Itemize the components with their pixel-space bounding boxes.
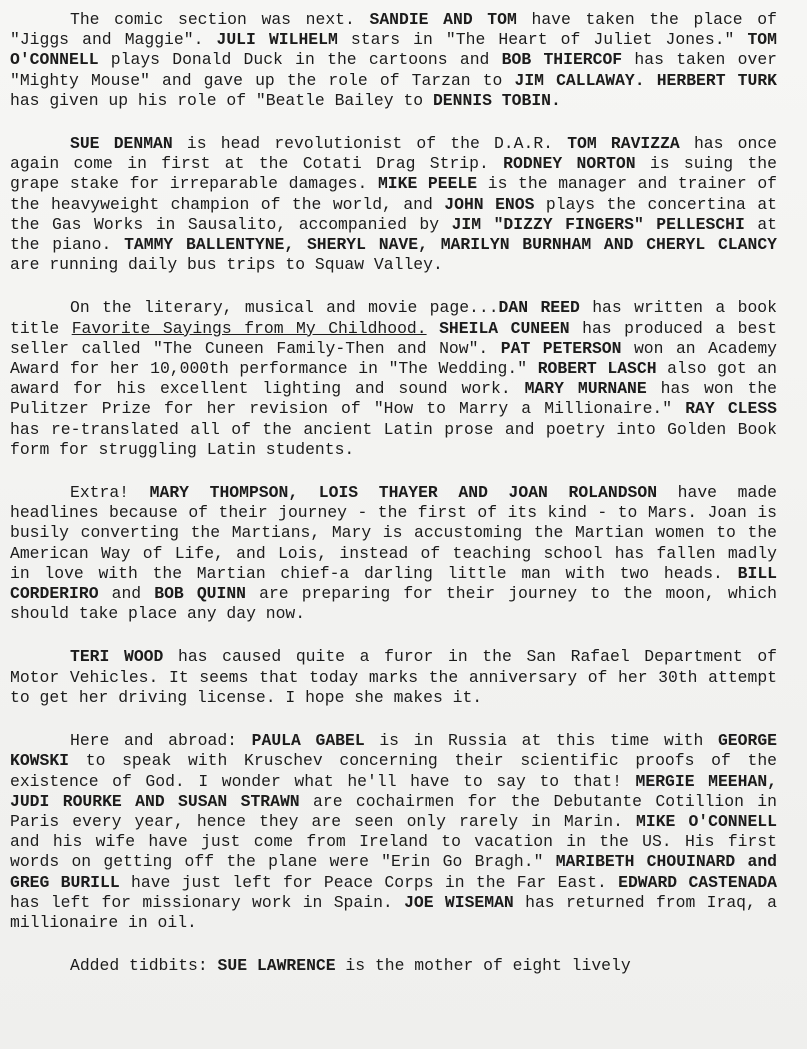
bold-name: ROBERT LASCH (537, 359, 657, 379)
text-run: have just left for Peace Corps in the Far East. (119, 872, 619, 892)
text-run: is head revolutionist of the D.A.R. (172, 134, 568, 154)
bold-name: DAN REED (498, 298, 580, 318)
text-run: to speak with Kruschev concerning their scientific proofs of the existence of God. I wonder what he'll have to say to that! (10, 751, 777, 791)
document-body (10, 10, 777, 976)
text-run: has given up his role of "Beatle Bailey to (10, 90, 433, 110)
paragraph (10, 298, 777, 460)
bold-name: SUE LAWRENCE (217, 956, 336, 976)
text-run: is the mother of eight lively (335, 956, 631, 976)
text-run: Here and abroad: (70, 731, 252, 751)
text-run: has caused quite a furor in the San Rafael Department of Motor Vehicles. It seems that today marks the anniversary of her 30th attempt to get her driving license. I hope she makes it. (10, 647, 777, 707)
bold-name: JOHN ENOS (444, 194, 535, 214)
bold-name: PAULA GABEL (251, 731, 365, 751)
paragraph-indent (10, 134, 70, 153)
paragraph-indent (10, 956, 70, 975)
text-run: Added tidbits: (70, 956, 218, 976)
bold-name: MARIBETH CHOUINARD and GREG BURILL (10, 852, 777, 892)
bold-name: JULI WILHELM (216, 30, 338, 50)
paragraph-indent (10, 483, 70, 502)
text-run: have taken the place of "Jiggs and Maggie". (10, 10, 777, 50)
text-run: has left for missionary work in Spain. (10, 892, 405, 912)
paragraph-indent (10, 10, 70, 29)
text-run: has once again come in first at the Cotati Drag Strip. (10, 134, 777, 174)
text-run: is in Russia at this time with (364, 731, 718, 751)
bold-name: SHEILA CUNEEN (439, 318, 570, 338)
bold-name: RAY CLESS (685, 399, 778, 419)
bold-name: HERBERT TURK (656, 70, 777, 90)
bold-name: MIKE PEELE (377, 174, 478, 194)
bold-name: MARY MURNANE (524, 379, 647, 399)
text-run: and (98, 584, 155, 604)
text-run: also got an award for his excellent lighting and sound work. (10, 359, 777, 399)
text-run: and his wife have just come from Ireland to vacation in the US. His first words on getting off the plane were "Erin Go Bragh." (10, 832, 777, 872)
paragraph-indent (10, 298, 70, 317)
text-run: has re-translated all of the ancient Latin prose and poetry into Golden Book form for struggling Latin students. (10, 419, 777, 459)
text-run: The comic section was next. (70, 10, 370, 29)
text-run: plays the concertina at the Gas Works in Sausalito, accompanied by (10, 194, 777, 234)
bold-name: TERI WOOD (70, 647, 164, 667)
bold-name: BOB THIERCOF (501, 50, 623, 70)
bold-name: TOM O'CONNELL (10, 30, 777, 70)
bold-name: JIM CALLAWAY. (514, 70, 645, 90)
text-run: is suing the grape stake for irreparable damages. (10, 154, 777, 194)
bold-name: RODNEY NORTON (503, 154, 636, 174)
bold-name: MERGIE MEEHAN, JUDI ROURKE AND SUSAN STRAWN (10, 771, 777, 811)
bold-name: PAT PETERSON (500, 338, 622, 358)
bold-name: TOM RAVIZZA (567, 134, 680, 154)
bold-name: SUE DENMAN (70, 134, 173, 154)
text-run: at the piano. (10, 214, 777, 255)
paragraph-indent (10, 647, 70, 666)
text-run: has produced a best seller called "The Cuneen Family-Then and Now". (10, 318, 777, 358)
bold-name: BILL CORDERIRO (10, 563, 777, 604)
text-run: are running daily bus trips to Squaw Valley. (10, 255, 443, 275)
text-run: are preparing for their journey to the moon, which should take place any day now. (10, 584, 777, 624)
paragraph (10, 647, 777, 708)
text-run: has returned from Iraq, a millionaire in oil. (10, 892, 777, 932)
paragraph (10, 956, 777, 976)
paragraph (10, 10, 777, 111)
text-run: has taken over "Mighty Mouse" and gave up the role of Tarzan to (10, 50, 777, 90)
bold-name: TAMMY BALLENTYNE, SHERYL NAVE, MARILYN BURNHAM AND CHERYL CLANCY (124, 235, 777, 255)
underlined-title: Favorite Sayings from My Childhood. (71, 318, 427, 338)
text-run: On the literary, musical and movie page... (70, 298, 499, 318)
bold-name: SANDIE AND TOM (369, 10, 517, 29)
text-run: plays Donald Duck in the cartoons and (98, 50, 502, 70)
bold-name: EDWARD CASTENADA (618, 872, 777, 892)
paragraph-indent (10, 731, 70, 750)
text-run: are cochairmen for the Debutante Cotillion in Paris every year, hence they are seen only rarely in Marin. (10, 791, 777, 831)
text-run: has written a book title (10, 298, 777, 338)
text-run (645, 71, 657, 90)
text-run: Extra! (70, 483, 150, 503)
text-run: won an Academy Award for her 10,000th performance in "The Wedding." (10, 338, 777, 379)
text-run: is the manager and trainer of the heavyweight champion of the world, and (10, 174, 777, 214)
paragraph (10, 134, 777, 275)
paragraph (10, 483, 777, 624)
bold-name: DENNIS TOBIN. (432, 90, 561, 110)
text-run: stars in "The Heart of Juliet Jones." (337, 30, 748, 50)
bold-name: GEORGE KOWSKI (10, 731, 777, 771)
bold-name: JIM "DIZZY FINGERS" PELLESCHI (451, 214, 745, 234)
bold-name: BOB QUINN (154, 584, 247, 604)
text-run (427, 319, 440, 338)
bold-name: JOE WISEMAN (404, 892, 514, 912)
text-run: has won the Pulitzer Prize for her revision of "How to Marry a Millionaire." (10, 379, 777, 419)
bold-name: MIKE O'CONNELL (636, 811, 777, 831)
bold-name: MARY THOMPSON, LOIS THAYER AND JOAN ROLANDSON (149, 483, 658, 503)
paragraph (10, 731, 777, 933)
text-run: have made headlines because of their journey - the first of its kind - to Mars. Joan is busily converting the Martians, Mary is accustoming the Martian women to the American Way of Life, and Lois, instead of teaching school has fallen madly in love with the Martian chief-a darling little man with two heads. (10, 483, 777, 583)
